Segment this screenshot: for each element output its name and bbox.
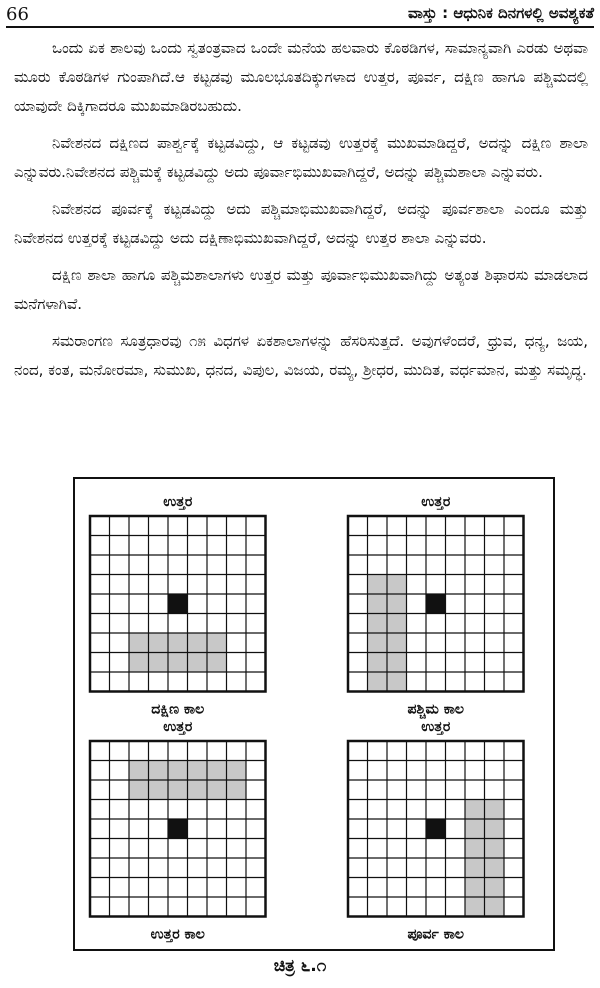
header-rule bbox=[6, 26, 594, 28]
page-number: 66 bbox=[6, 4, 29, 25]
center-square bbox=[426, 819, 446, 839]
running-title: ವಾಸ್ತು : ಆಧುನಿಕ ದಿನಗಳಲ್ಲಿ ಅವಶ್ಯಕತೆ bbox=[407, 4, 594, 22]
figure-frame bbox=[73, 477, 555, 951]
center-square bbox=[168, 594, 188, 614]
body-text bbox=[14, 34, 588, 393]
center-square bbox=[426, 594, 446, 614]
diagram-top-label: ಉತ್ತರ bbox=[163, 719, 193, 735]
diagram-top-label: ಉತ್ತರ bbox=[163, 494, 193, 510]
diagram-bottom-label: ದಕ್ಷಿಣ ಕಾಲ bbox=[151, 701, 205, 718]
paragraph-4: ದಕ್ಷಿಣ ಶಾಲಾ ಹಾಗೂ ಪಶ್ಚಿಮಶಾಲಾಗಳು ಉತ್ತರ ಮತ್ತು ಪೂರ್ವಾಭಿಮುಖವಾಗಿದ್ದು ಅತ್ಯಂತ ಶಿಫಾರಸು ಮಾಡಲಾದ ಮನೆಗಳಾಗಿವೆ. bbox=[14, 266, 588, 313]
diagram-bottom-label: ಉತ್ತರ ಕಾಲ bbox=[150, 926, 205, 943]
paragraph-5: ಸಮರಾಂಗಣ ಸೂತ್ರಧಾರವು ೧೫ ವಿಧಗಳ ಏಕಶಾಲಾಗಳನ್ನು ಹೆಸರಿಸುತ್ತದೆ. ಅವುಗಳೆಂದರೆ, ಧ್ರುವ, ಧನ್ಯ, ಜಯ, ನಂದ, ಕಂತ, ಮನೋರಮಾ, ಸುಮುಖ, ಧನದ, ವಿಪುಲ, ವಿಜಯ, ರಮ್ಯ, ಶ್ರೀಧರ, ಮುದಿತ, ವರ್ಧಮಾನ, ಮತ್ತು ಸಮೃದ್ಧ. bbox=[14, 332, 588, 379]
diagram-bottom-label: ಪಶ್ಚಿಮ ಕಾಲ bbox=[407, 701, 465, 718]
paragraph-3: ನಿವೇಶನದ ಪೂರ್ವಕ್ಕೆ ಕಟ್ಟಡವಿದ್ದು ಅದು ಪಶ್ಚಿಮಾಭಿಮುಖವಾಗಿದ್ದರೆ, ಅದನ್ನು ಪೂರ್ವಶಾಲಾ ಎಂದೂ ಮತ್ತು ನಿವೇಶನದ ಉತ್ತರಕ್ಕೆ ಕಟ್ಟಡವಿದ್ದು ಅದು ದಕ್ಷಿಣಾಭಿಮುಖವಾಗಿದ್ದರೆ, ಅದನ್ನು ಉತ್ತರ ಶಾಲಾ ಎನ್ನುವರು. bbox=[14, 200, 588, 247]
figure-caption: ಚಿತ್ರ ೬.೧ bbox=[273, 956, 327, 976]
diagram-bottom-label: ಪೂರ್ವ ಕಾಲ bbox=[407, 926, 465, 943]
diagram-top-label: ಉತ್ತರ bbox=[421, 494, 451, 510]
center-square bbox=[168, 819, 188, 839]
paragraph-1: ಒಂದು ಏಕ ಶಾಲವು ಒಂದು ಸ್ವತಂತ್ರವಾದ ಒಂದೇ ಮನೆಯ ಹಲವಾರು ಕೊಠಡಿಗಳ, ಸಾಮಾನ್ಯವಾಗಿ ಎರಡು ಅಥವಾ ಮೂರು ಕೊಠಡಿಗಳ ಗುಂಪಾಗಿದೆ.ಆ ಕಟ್ಟಡವು ಮೂಲಭೂತದಿಕ್ಕುಗಳಾದ ಉತ್ತರ, ಪೂರ್ವ, ದಕ್ಷಿಣ ಹಾಗೂ ಪಶ್ಚಿಮದಲ್ಲಿ ಯಾವುದೇ ದಿಕ್ಕಿಗಾದರೂ ಮುಖಮಾಡಿರಬಹುದು. bbox=[14, 39, 588, 115]
paragraph-2: ನಿವೇಶನದ ದಕ್ಷಿಣದ ಪಾರ್ಶ್ವಕ್ಕೆ ಕಟ್ಟಡವಿದ್ದು, ಆ ಕಟ್ಟಡವು ಉತ್ತರಕ್ಕೆ ಮುಖಮಾಡಿದ್ದರೆ, ಅದನ್ನು ದಕ್ಷಿಣ ಶಾಲಾ ಎನ್ನುವರು.ನಿವೇಶನದ ಪಶ್ಚಿಮಕ್ಕೆ ಕಟ್ಟಡವಿದ್ದು ಅದು ಪೂರ್ವಾಭಿಮುಖವಾಗಿದ್ದರೆ, ಅದನ್ನು ಪಶ್ಚಿಮಶಾಲಾ ಎನ್ನುವರು. bbox=[14, 134, 588, 181]
figure-diagrams bbox=[75, 479, 553, 949]
diagram-top-label: ಉತ್ತರ bbox=[421, 719, 451, 735]
